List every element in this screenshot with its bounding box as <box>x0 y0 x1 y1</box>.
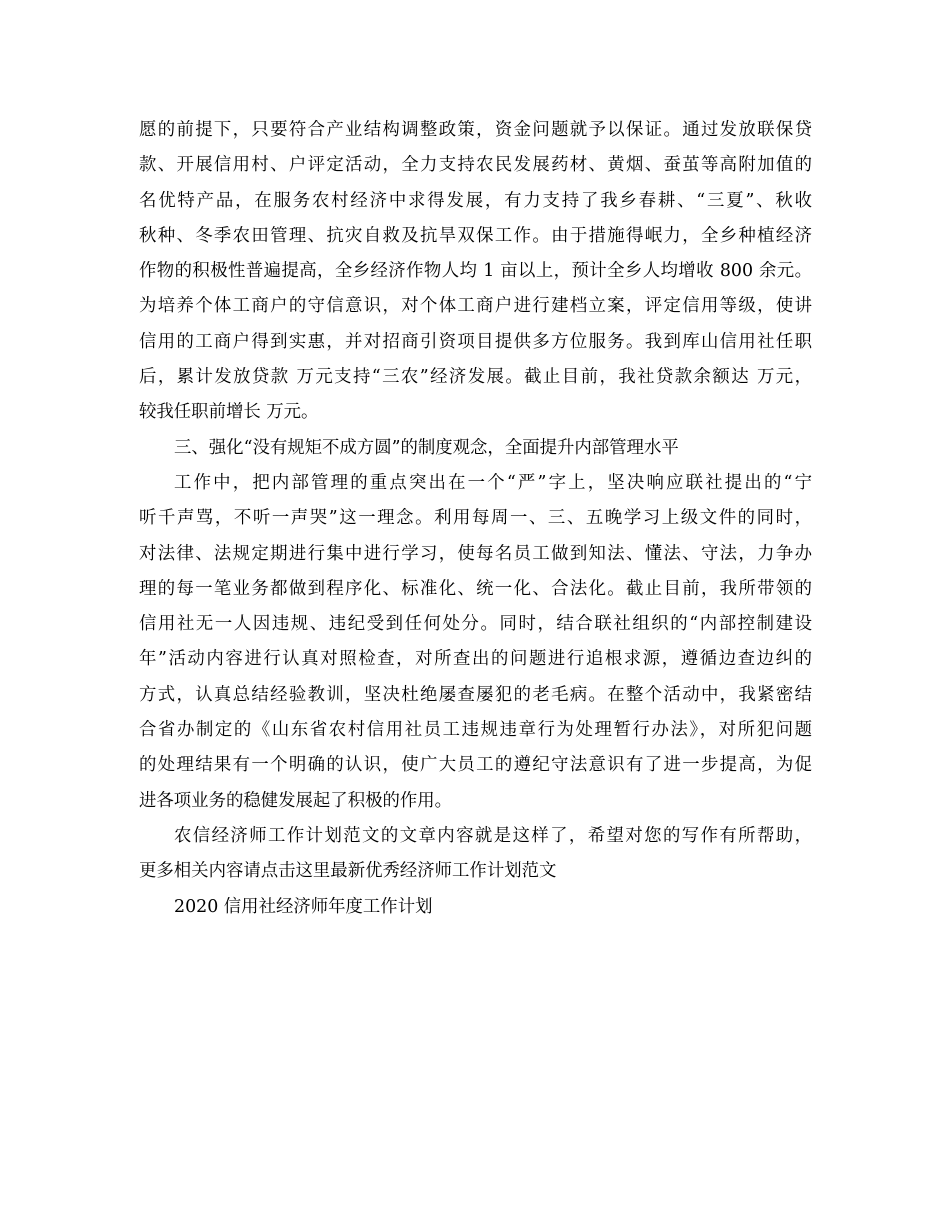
related-article-link[interactable]: 2020 信用社经济师年度工作计划 <box>174 896 433 917</box>
text-line: 合省办制定的《山东省农村信用社员工违规违章行为处理暂行办法》，对所犯问题 <box>139 720 812 741</box>
section-heading: 三、强化“没有规矩不成方圆”的制度观念，全面提升内部管理水平 <box>174 437 679 458</box>
text-line: 为培养个体工商户的守信意识，对个体工商户进行建档立案，评定信用等级，使讲 <box>139 296 812 317</box>
text-line: 愿的前提下，只要符合产业结构调整政策，资金问题就予以保证。通过发放联保贷 <box>139 120 812 140</box>
text-line: 款、开展信用村、户评定活动，全力支持农民发展药材、黄烟、蚕茧等高附加值的 <box>139 155 812 176</box>
paragraph-internal-management <box>139 466 812 819</box>
text-line: 更多相关内容请点击这里最新优秀经济师工作计划范文 <box>139 861 557 882</box>
text-line: 年”活动内容进行认真对照检查，对所查出的问题进行追根求源，遵循边查边纠的 <box>139 649 812 670</box>
text-line: 后，累计发放贷款 万元支持“三农”经济发展。截止目前，我社贷款余额达 万元， <box>139 367 812 388</box>
text-line: 信用社无一人因违规、违纪受到任何处分。同时，结合联社组织的“内部控制建设 <box>139 614 812 635</box>
paragraph-closing-note <box>139 819 812 890</box>
text-line: 的处理结果有一个明确的认识，使广大员工的遵纪守法意识有了进一步提高，为促 <box>139 755 812 776</box>
text-line: 农信经济师工作计划范文的文章内容就是这样了，希望对您的写作有所帮助， <box>174 825 812 846</box>
document-body <box>139 113 812 925</box>
text-line: 对法律、法规定期进行集中进行学习，使每名员工做到知法、懂法、守法，力争办 <box>139 543 812 564</box>
text-line: 方式，认真总结经验教训，坚决杜绝屡查屡犯的老毛病。在整个活动中，我紧密结 <box>139 684 812 705</box>
text-line: 信用的工商户得到实惠，并对招商引资项目提供多方位服务。我到库山信用社任职 <box>139 331 812 352</box>
text-line: 秋种、冬季农田管理、抗灾自救及抗旱双保工作。由于措施得岷力，全乡种植经济 <box>139 225 812 246</box>
text-line: 听千声骂，不听一声哭”这一理念。利用每周一、三、五晚学习上级文件的同时， <box>139 508 812 529</box>
paragraph-loan-support <box>139 113 812 431</box>
text-line: 名优特产品，在服务农村经济中求得发展，有力支持了我乡春耕、“三夏”、秋收 <box>139 190 812 211</box>
text-line: 工作中，把内部管理的重点突出在一个“严”字上，坚决响应联社提出的“宁 <box>174 472 812 493</box>
text-line: 进各项业务的稳健发展起了积极的作用。 <box>139 790 453 811</box>
text-line: 作物的积极性普遍提高，全乡经济作物人均 1 亩以上，预计全乡人均增收 800 余元。 <box>139 261 812 282</box>
text-line: 较我任职前增长 万元。 <box>139 402 319 423</box>
text-line: 理的每一笔业务都做到程序化、标准化、统一化、合法化。截止目前，我所带领的 <box>139 578 812 599</box>
